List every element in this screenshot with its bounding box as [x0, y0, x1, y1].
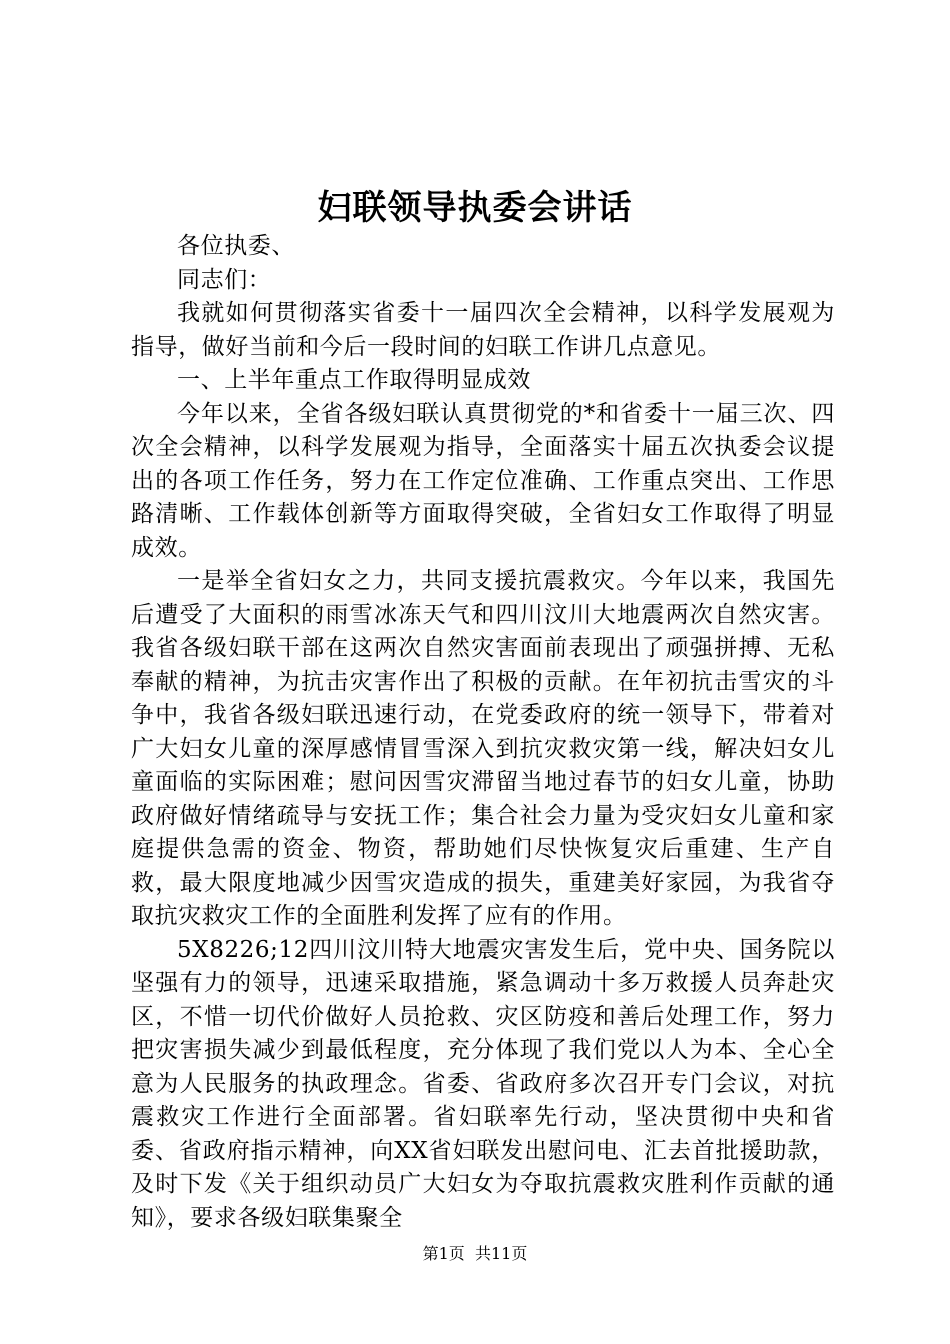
body-paragraph: 5X8226;12四川汶川特大地震灾害发生后，党中央、国务院以坚强有力的领导，迅速采取措施，紧急调动十多万救援人员奔赴灾区，不惜一切代价做好人员抢救、灾区防疫和善后处理工作，努力把灾害损失减少到最低程度，充分体现了我们党以人为本、全心全意为人民服务的执政理念。省委、省政府多次召开专门会议，对抗震救灾工作进行全面部署。省妇联率先行动，坚决贯彻中央和省委、省政府指示精神，向XX省妇联发出慰问电、汇去首批援助款，及时下发《关于组织动员广大妇女为夺取抗震救灾胜利作贡献的通知》，要求各级妇联集聚全 — [131, 936, 835, 1231]
page-total: 共11页 — [474, 1244, 528, 1263]
page-number: 第1页 — [422, 1244, 465, 1263]
salutation-line-1: 各位执委、 — [177, 233, 295, 259]
page-footer — [0, 1242, 950, 1266]
salutation-line-2: 同志们： — [177, 266, 272, 293]
document-body — [131, 230, 835, 1235]
body-paragraph: 今年以来，全省各级妇联认真贯彻党的*和省委十一届三次、四次全会精神，以科学发展观为指导，全面落实十届五次执委会议提出的各项工作任务，努力在工作定位准确、工作重点突出、工作思路清晰、工作载体创新等方面取得突破，全省妇女工作取得了明显成效。 — [131, 400, 835, 561]
section-heading: 一、上半年重点工作取得明显成效 — [177, 367, 531, 393]
document-title: 妇联领导执委会讲话 — [317, 188, 633, 228]
body-paragraph: 一是举全省妇女之力，共同支援抗震救灾。今年以来，我国先后遭受了大面积的雨雪冰冻天气和四川汶川大地震两次自然灾害。我省各级妇联干部在这两次自然灾害面前表现出了顽强拼搏、无私奉献的精神，为抗击灾害作出了积极的贡献。在年初抗击雪灾的斗争中，我省各级妇联迅速行动，在党委政府的统一领导下，带着对广大妇女儿童的深厚感情冒雪深入到抗灾救灾第一线，解决妇女儿童面临的实际困难；慰问因雪灾滞留当地过春节的妇女儿童，协助政府做好情绪疏导与安抚工作；集合社会力量为受灾妇女儿童和家庭提供急需的资金、物资，帮助她们尽快恢复灾后重建、生产自救，最大限度地减少因雪灾造成的损失，重建美好家园，为我省夺取抗灾救灾工作的全面胜利发挥了应有的作用。 — [131, 568, 835, 929]
intro-paragraph: 我就如何贯彻落实省委十一届四次全会精神，以科学发展观为指导，做好当前和今后一段时间的妇联工作讲几点意见。 — [131, 300, 835, 360]
